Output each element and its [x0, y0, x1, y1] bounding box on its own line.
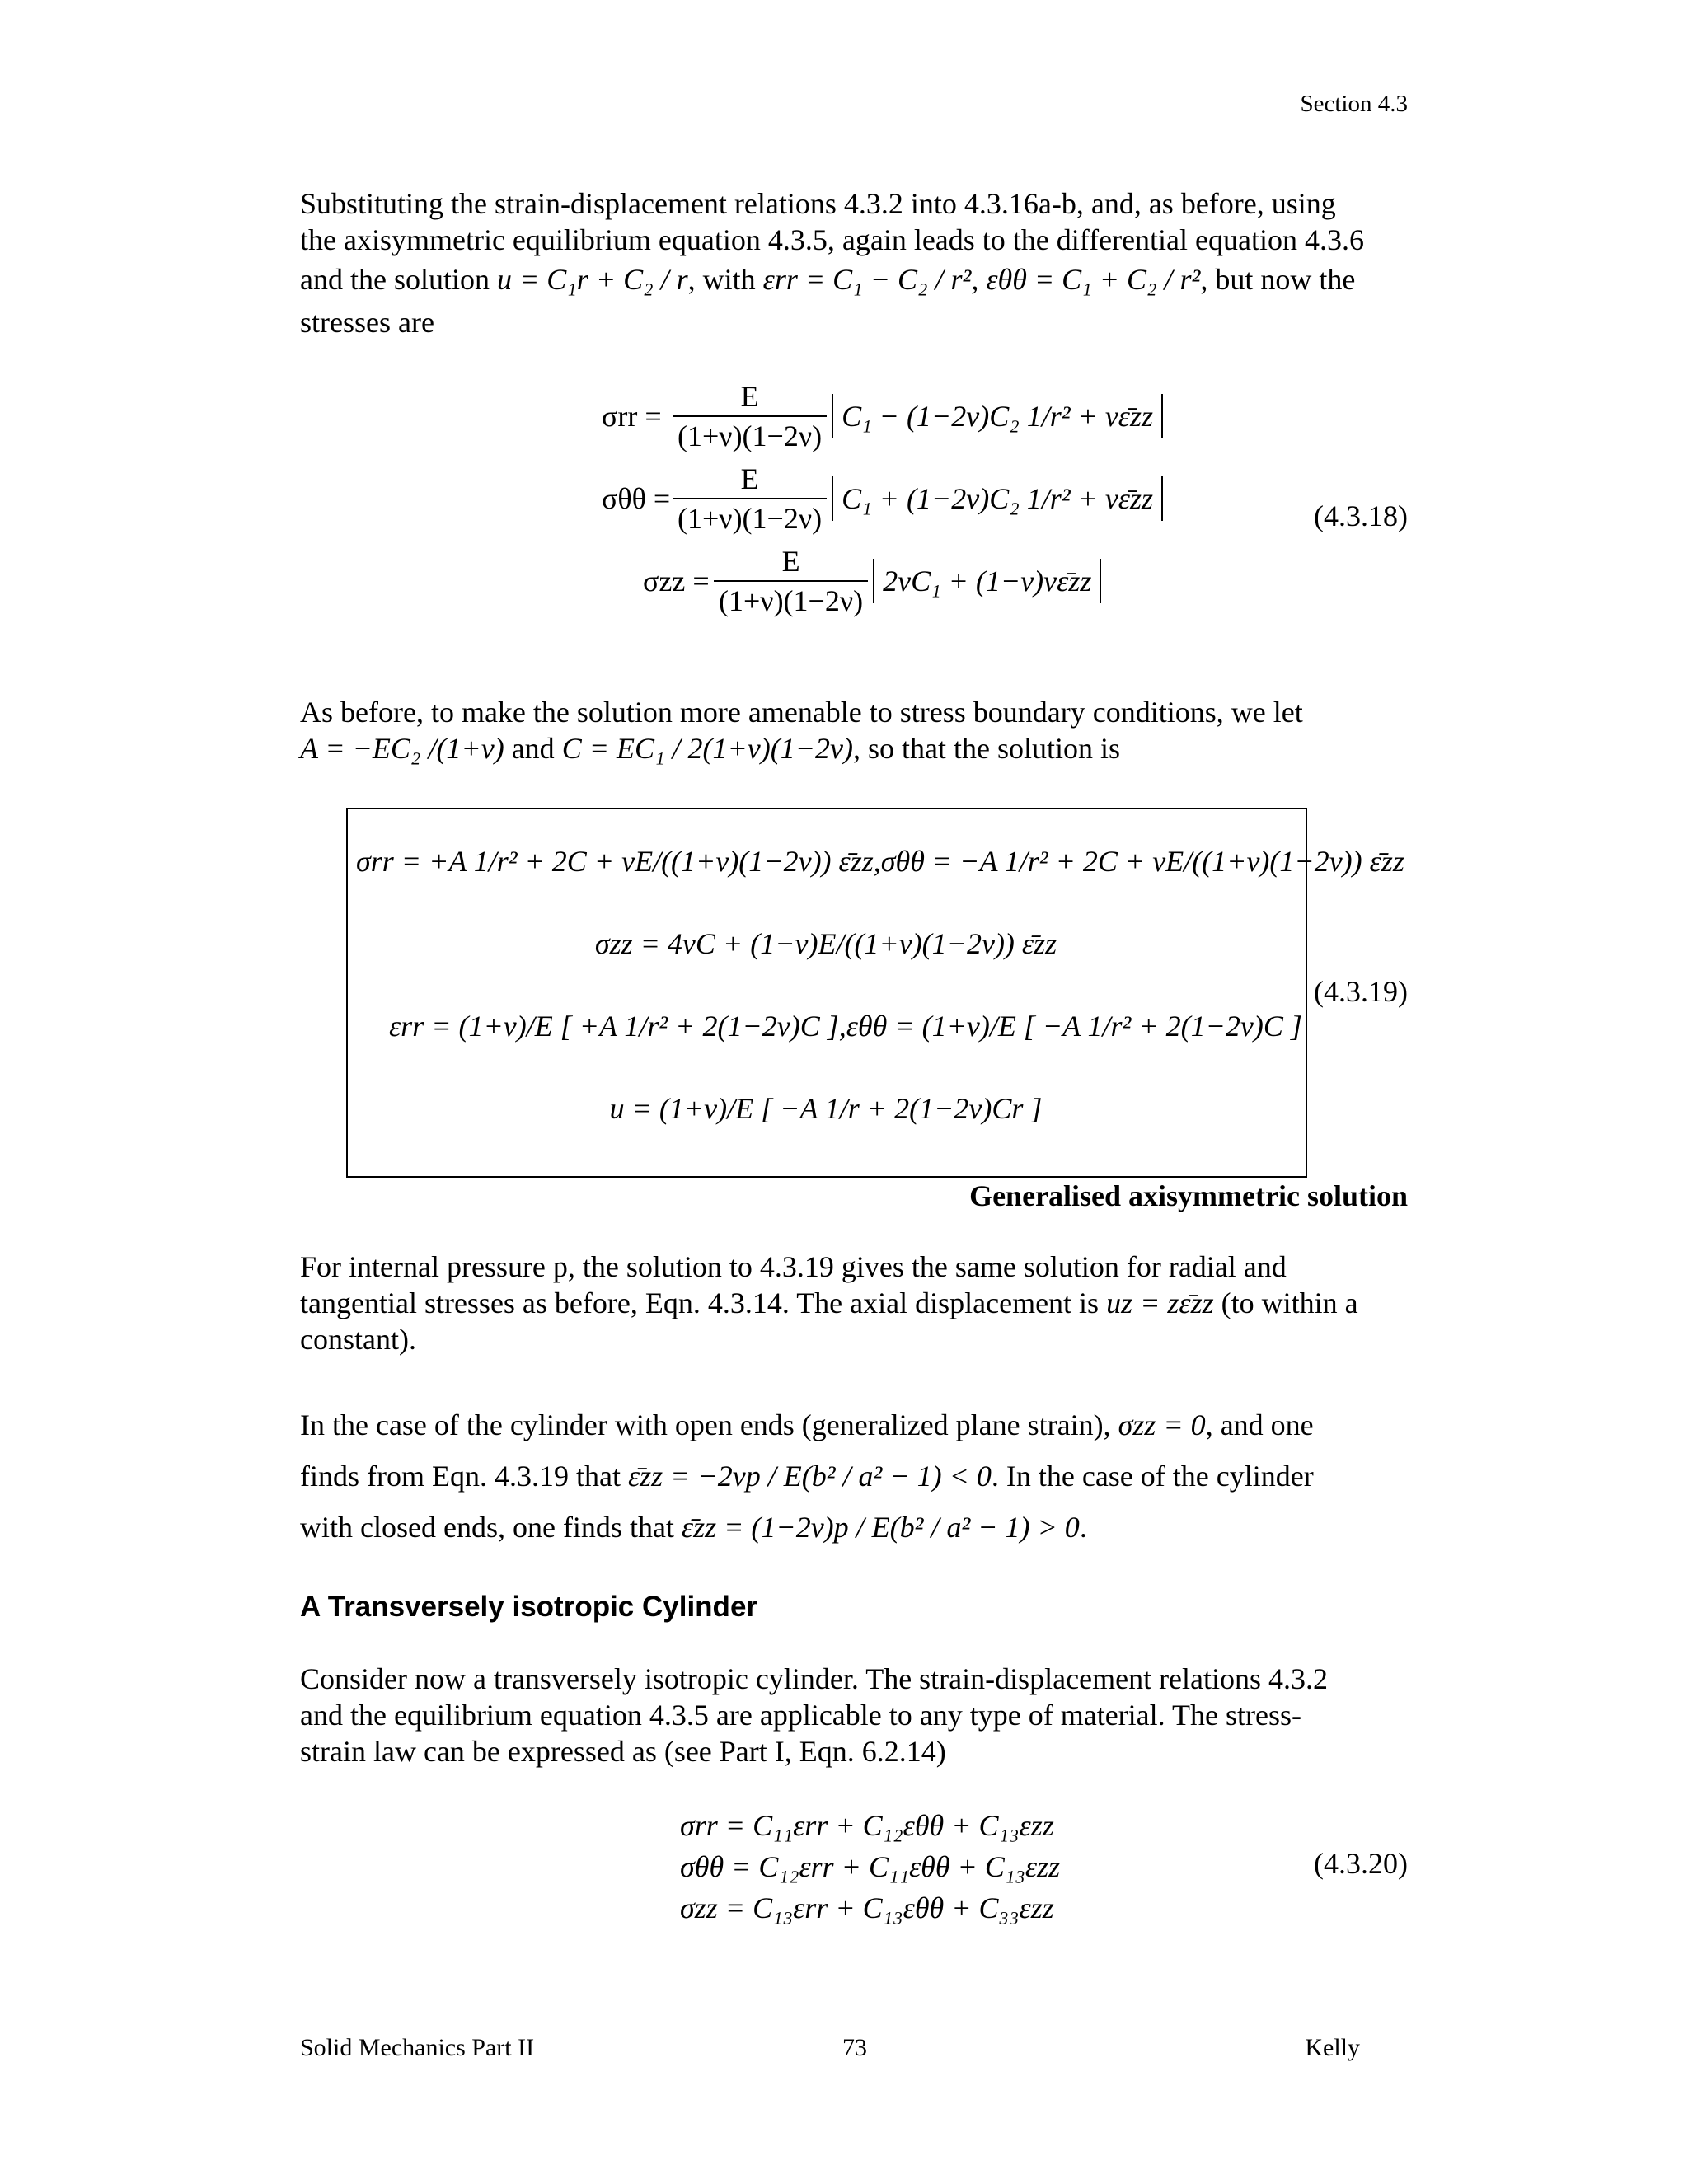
eq18-bracket-szz: 2νC₁ + (1−ν)νε̄zz [873, 559, 1101, 603]
p5-line2: and the equilibrium equation 4.3.5 are applicable to any type of material. The stress- [300, 1699, 1301, 1732]
eq18-coef-stt [673, 462, 827, 536]
eq18-coef-den: (1+ν)(1−2ν) [678, 502, 823, 535]
equation-number-4-3-20: (4.3.20) [1314, 1847, 1408, 1880]
eq18-row-stt [602, 457, 1163, 540]
eq19-szz: σzz = 4νC + (1−ν)E/((1+ν)(1−2ν)) ε̄zz [594, 927, 1057, 960]
equation-number-4-3-18: (4.3.18) [1314, 499, 1408, 532]
footer-right: Kelly [1305, 2034, 1360, 2061]
eq18-lhs-srr: σrr = [602, 400, 662, 433]
equation-4-3-20 [680, 1805, 1060, 1929]
eq18-bracket-stt: C₁ + (1−2ν)C₂ 1/r² + νε̄zz [832, 476, 1163, 521]
p1-line3-text-b: , with [687, 263, 756, 296]
paragraph-2 [300, 694, 1413, 766]
p3-line2-text-b: (to within a [1221, 1286, 1358, 1319]
p2-tail: , so that the solution is [853, 732, 1121, 765]
eq20-row-szz: σzz = C₁₃εrr + C₁₃εθθ + C₃₃εzz [680, 1891, 1054, 1924]
p4-line2-text-a: finds from Eqn. 4.3.19 that [300, 1460, 621, 1493]
p4-line3-text-b: . [1079, 1511, 1087, 1544]
eq18-coef-num: E [673, 379, 827, 417]
eq18-coef-num: E [714, 544, 868, 582]
p1-line3-text-c: , but now the [1200, 263, 1356, 296]
footer-left: Solid Mechanics Part II [300, 2034, 535, 2061]
p4-line2 [300, 1451, 1413, 1502]
eq19-ett: εθθ = (1+ν)/E [ −A 1/r² + 2(1−2ν)C ] [846, 1010, 1302, 1043]
p4-line3 [300, 1502, 1413, 1553]
p4-line1 [300, 1399, 1413, 1451]
p4-inline-math-szz: σzz = 0 [1118, 1408, 1206, 1441]
p2-line1: As before, to make the solution more amenable to stress boundary conditions, we let [300, 696, 1303, 729]
paragraph-3 [300, 1249, 1413, 1357]
p4-line2-text-b: . In the case of the cylinder [991, 1460, 1314, 1493]
paragraph-1 [300, 185, 1413, 340]
paragraph-4 [300, 1399, 1413, 1553]
p4-inline-math-open: ε̄zz = −2νp / E(b² / a² − 1) < 0 [627, 1460, 992, 1493]
eq18-row-srr [602, 375, 1163, 457]
p1-line3 [300, 261, 1413, 298]
footer-page-number: 73 [842, 2034, 867, 2061]
eq18-coef-szz [714, 544, 868, 618]
eq19-row-2 [356, 902, 1296, 985]
p1-inline-math-u: u = C₁r + C₂ / r [496, 263, 688, 296]
p2-line2 [300, 730, 1413, 766]
equation-4-3-18 [602, 375, 1163, 622]
p2-inline-math-C: C = EC₁ / 2(1+ν)(1−2ν) [561, 732, 854, 765]
p2-and: and [511, 732, 555, 765]
eq19-stt: σθθ = −A 1/r² + 2C + νE/((1+ν)(1−2ν)) ε̄zz [880, 845, 1404, 878]
eq18-coef-den: (1+ν)(1−2ν) [719, 584, 864, 617]
box-caption: Generalised axisymmetric solution [969, 1179, 1408, 1212]
p1-line4: stresses are [300, 306, 434, 339]
eq18-lhs-szz: σzz = [643, 565, 710, 598]
p2-inline-math-A: A = −EC₂ /(1+ν) [300, 732, 504, 765]
eq19-row-3 [356, 985, 1302, 1067]
eq19-err: εrr = (1+ν)/E [ +A 1/r² + 2(1−2ν)C ], [389, 1010, 846, 1043]
eq18-coef-srr [673, 379, 827, 453]
p4-line3-text-a: with closed ends, one finds that [300, 1511, 674, 1544]
eq18-row-szz [643, 540, 1163, 622]
equation-number-4-3-19: (4.3.19) [1314, 975, 1408, 1008]
eq19-row-1 [356, 820, 1404, 902]
p1-inline-math-strains: εrr = C₁ − C₂ / r², εθθ = C₁ + C₂ / r² [762, 263, 1201, 296]
paragraph-5 [300, 1661, 1413, 1769]
eq19-srr: σrr = +A 1/r² + 2C + νE/((1+ν)(1−2ν)) ε̄zz, [356, 845, 881, 878]
eq20-row-stt: σθθ = C₁₂εrr + C₁₁εθθ + C₁₃εzz [680, 1850, 1061, 1883]
p3-line3: constant). [300, 1323, 416, 1356]
eq18-coef-num: E [673, 462, 827, 499]
eq18-bracket-srr: C₁ − (1−2ν)C₂ 1/r² + νε̄zz [832, 394, 1163, 438]
p4-inline-math-closed: ε̄zz = (1−2ν)p / E(b² / a² − 1) > 0 [681, 1511, 1080, 1544]
p1-line2: the axisymmetric equilibrium equation 4.3.5, again leads to the differential equation 4.3.6 [300, 223, 1364, 256]
eq18-coef-den: (1+ν)(1−2ν) [678, 419, 823, 452]
running-head: Section 4.3 [1300, 91, 1408, 117]
p3-inline-math-uz: uz = zε̄zz [1106, 1286, 1214, 1319]
eq19-u: u = (1+ν)/E [ −A 1/r + 2(1−2ν)Cr ] [609, 1092, 1043, 1125]
section-heading: A Transversely isotropic Cylinder [300, 1591, 758, 1623]
p4-line1-text-a: In the case of the cylinder with open ends (generalized plane strain), [300, 1408, 1111, 1441]
p1-line1: Substituting the strain-displacement relations 4.3.2 into 4.3.16a-b, and, as before, using [300, 187, 1336, 220]
p3-line2-text-a: tangential stresses as before, Eqn. 4.3.14. The axial displacement is [300, 1286, 1100, 1319]
p5-line1: Consider now a transversely isotropic cylinder. The strain-displacement relations 4.3.2 [300, 1662, 1329, 1695]
p3-line1: For internal pressure p, the solution to 4.3.19 gives the same solution for radial and [300, 1250, 1287, 1283]
p4-line1-text-b: , and one [1205, 1408, 1314, 1441]
eq18-lhs-stt: σθθ = [602, 482, 671, 515]
eq19-row-4 [356, 1067, 1296, 1150]
p5-line3: strain law can be expressed as (see Part I, Eqn. 6.2.14) [300, 1735, 946, 1768]
p1-line3-text-a: and the solution [300, 263, 490, 296]
eq20-row-srr: σrr = C₁₁εrr + C₁₂εθθ + C₁₃εzz [680, 1809, 1054, 1842]
p3-line2 [300, 1285, 1413, 1321]
